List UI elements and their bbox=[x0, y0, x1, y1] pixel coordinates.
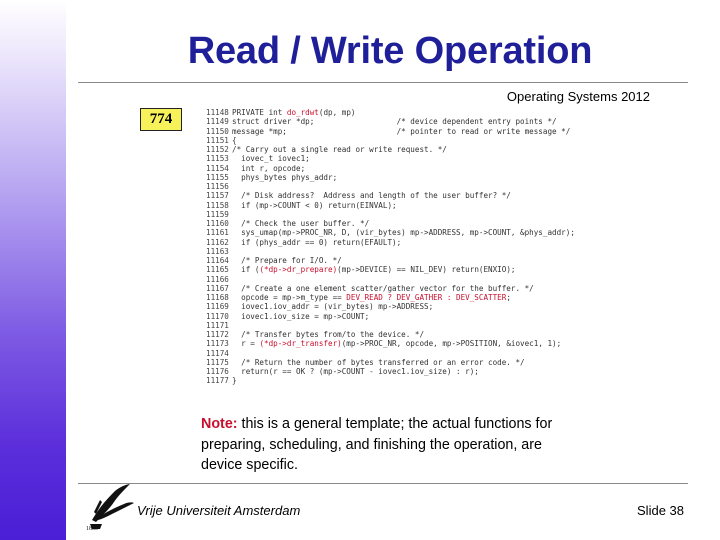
code-text: if (mp->COUNT < 0) return(EINVAL); bbox=[232, 200, 397, 210]
code-text: ; bbox=[506, 293, 511, 302]
code-line bbox=[206, 376, 576, 385]
line-number: 11171 bbox=[206, 320, 229, 330]
code-line bbox=[206, 367, 576, 376]
line-number: 11162 bbox=[206, 237, 229, 247]
code-text: /* Disk address? Address and length of the user buffer? */ bbox=[232, 191, 511, 201]
line-number: 11155 bbox=[206, 172, 229, 182]
code-line bbox=[206, 293, 576, 302]
code-line bbox=[206, 219, 576, 228]
slide-title: Read / Write Operation bbox=[187, 30, 593, 72]
code-text: /* Create a one element scatter/gather vector for the buffer. */ bbox=[232, 283, 534, 293]
code-text: { bbox=[232, 135, 237, 145]
course-label: Operating Systems 2012 bbox=[506, 89, 650, 104]
line-number: 11148 bbox=[206, 108, 229, 117]
line-number: 11169 bbox=[206, 302, 229, 312]
note-text bbox=[201, 414, 561, 476]
line-number: 11166 bbox=[206, 274, 229, 284]
line-number: 11159 bbox=[206, 209, 229, 219]
university-logo-icon bbox=[84, 482, 136, 532]
line-number: 11165 bbox=[206, 265, 229, 275]
code-text: return(r == OK ? (mp->COUNT - iovec1.iov_size) : r); bbox=[232, 367, 479, 376]
code-line bbox=[206, 302, 576, 311]
code-text: } bbox=[232, 376, 237, 386]
code-line bbox=[206, 182, 576, 191]
line-number: 11177 bbox=[206, 376, 229, 386]
note-label: Note: bbox=[201, 416, 238, 432]
line-number: 11168 bbox=[206, 293, 229, 302]
line-number: 11164 bbox=[206, 256, 229, 265]
bottom-divider bbox=[78, 483, 688, 484]
line-number: 11161 bbox=[206, 228, 229, 238]
code-text: (mp->DEVICE) == NIL_DEV) return(ENXIO); bbox=[337, 265, 516, 275]
code-text: if (phys_addr == 0) return(EFAULT); bbox=[232, 237, 402, 247]
svg-text:1880: 1880 bbox=[86, 526, 98, 532]
code-line bbox=[206, 265, 576, 274]
code-listing bbox=[206, 108, 576, 386]
line-number: 11163 bbox=[206, 246, 229, 256]
code-text: opcode = mp->m_type == bbox=[232, 293, 347, 302]
code-line bbox=[206, 339, 576, 348]
slide-number: Slide 38 bbox=[637, 503, 684, 518]
code-text: r = bbox=[232, 339, 260, 349]
code-line bbox=[206, 321, 576, 330]
code-line bbox=[206, 330, 576, 339]
code-highlight: do_rdwt bbox=[286, 108, 319, 117]
code-line bbox=[206, 358, 576, 367]
code-line bbox=[206, 256, 576, 265]
line-number: 11176 bbox=[206, 367, 229, 376]
line-number: 11167 bbox=[206, 283, 229, 293]
line-number: 11151 bbox=[206, 135, 229, 145]
code-text: iovec1.iov_addr = (vir_bytes) mp->ADDRESS; bbox=[232, 302, 434, 312]
code-text: PRIVATE int bbox=[232, 108, 287, 117]
code-text: /* Check the user buffer. */ bbox=[232, 219, 370, 228]
line-number: 11150 bbox=[206, 126, 229, 136]
code-line bbox=[206, 145, 576, 154]
line-number: 11170 bbox=[206, 311, 229, 321]
code-text: int r, opcode; bbox=[232, 163, 306, 173]
side-gradient-bar bbox=[0, 0, 66, 540]
code-highlight: (*dp->dr_prepare) bbox=[259, 265, 338, 275]
code-text: sys_umap(mp->PROC_NR, D, (vir_bytes) mp->ADDRESS, mp->COUNT, &phys_addr); bbox=[232, 228, 575, 238]
institution-name: Vrije Universiteit Amsterdam bbox=[137, 503, 301, 518]
line-number: 11175 bbox=[206, 357, 229, 367]
line-number: 11156 bbox=[206, 182, 229, 191]
line-number: 11153 bbox=[206, 154, 229, 164]
code-text: (mp->PROC_NR, opcode, mp->POSITION, &iovec1, 1); bbox=[341, 339, 562, 349]
code-line bbox=[206, 164, 576, 173]
code-line bbox=[206, 127, 576, 136]
code-text: (dp, mp) bbox=[318, 108, 356, 117]
code-text: /* Return the number of bytes transferred or an error code. */ bbox=[232, 357, 525, 367]
code-line bbox=[206, 210, 576, 219]
code-line bbox=[206, 154, 576, 163]
note-body: this is a general template; the actual functions for preparing, scheduling, and finishing the operation, are device specific. bbox=[201, 416, 553, 473]
code-text: /* Carry out a single read or write request. */ bbox=[232, 145, 447, 154]
line-number: 11173 bbox=[206, 339, 229, 349]
code-line bbox=[206, 117, 576, 126]
code-text: struct driver *dp; /* device dependent entry points */ bbox=[232, 117, 557, 127]
code-line bbox=[206, 349, 576, 358]
code-line bbox=[206, 238, 576, 247]
code-text: /* Transfer bytes from/to the device. */ bbox=[232, 330, 425, 339]
line-number: 11158 bbox=[206, 200, 229, 210]
line-number: 11154 bbox=[206, 163, 229, 173]
code-highlight: (*dp->dr_transfer) bbox=[259, 339, 342, 349]
code-text: iovec1.iov_size = mp->COUNT; bbox=[232, 311, 370, 321]
code-line bbox=[206, 275, 576, 284]
code-text: if ( bbox=[232, 265, 260, 275]
line-number: 11172 bbox=[206, 330, 229, 339]
code-highlight: DEV_READ ? DEV_GATHER : DEV_SCATTER bbox=[346, 293, 507, 302]
code-line bbox=[206, 173, 576, 182]
code-text: iovec_t iovec1; bbox=[232, 154, 310, 164]
code-text: message *mp; /* pointer to read or write message */ bbox=[232, 126, 571, 136]
line-number: 11149 bbox=[206, 117, 229, 127]
code-line bbox=[206, 136, 576, 145]
code-line bbox=[206, 191, 576, 200]
line-number: 11174 bbox=[206, 348, 229, 358]
code-line bbox=[206, 228, 576, 237]
code-text: /* Prepare for I/O. */ bbox=[232, 256, 342, 265]
book-page-number: 774 bbox=[140, 108, 182, 131]
line-number: 11152 bbox=[206, 145, 229, 154]
line-number: 11160 bbox=[206, 219, 229, 228]
code-line bbox=[206, 247, 576, 256]
code-line bbox=[206, 284, 576, 293]
code-text: phys_bytes phys_addr; bbox=[232, 172, 338, 182]
line-number: 11157 bbox=[206, 191, 229, 201]
code-line bbox=[206, 108, 576, 117]
code-line bbox=[206, 201, 576, 210]
code-line bbox=[206, 312, 576, 321]
top-divider bbox=[78, 82, 688, 83]
